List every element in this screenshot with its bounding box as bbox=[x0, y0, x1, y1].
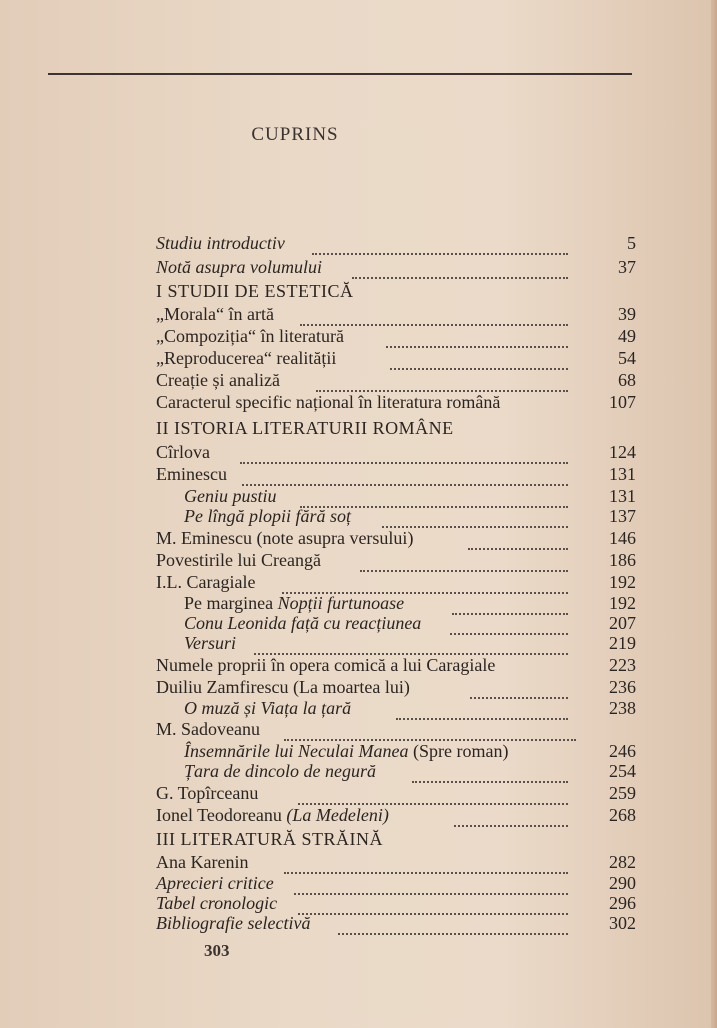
toc-entry-page: 107 bbox=[609, 392, 636, 412]
toc-entry-label-prefix: Pe marginea bbox=[184, 593, 278, 613]
toc-entry-label: Tabel cronologic bbox=[156, 893, 278, 913]
dot-leader bbox=[468, 530, 568, 550]
toc-entry-label: Caracterul specific național în literatura română bbox=[156, 392, 501, 412]
dot-leader bbox=[396, 700, 568, 720]
toc-entry-label: Duiliu Zamfirescu (La moartea lui) bbox=[156, 677, 410, 697]
toc-entry bbox=[0, 760, 640, 782]
toc-entry-label: Numele proprii în opera comică a lui Caragiale bbox=[156, 655, 496, 675]
dot-leader bbox=[454, 807, 568, 827]
toc-entry bbox=[0, 632, 640, 654]
toc-entry bbox=[0, 740, 640, 762]
dot-leader bbox=[338, 915, 568, 935]
toc-entry-page: 246 bbox=[609, 741, 636, 761]
toc-entry bbox=[0, 463, 640, 485]
toc-entry-page: 236 bbox=[609, 677, 636, 697]
toc-entry-page: 259 bbox=[609, 783, 636, 803]
toc-entry-page: 124 bbox=[609, 442, 636, 462]
toc-entry-label-suffix: (Spre roman) bbox=[408, 741, 509, 761]
toc-entry-label: Pe lîngă plopii fără soț bbox=[184, 506, 352, 526]
toc-entry-label-italic: (La Medeleni) bbox=[286, 805, 389, 825]
toc-entry bbox=[0, 718, 640, 740]
toc-entry bbox=[0, 697, 640, 719]
section-heading: II ISTORIA LITERATURII ROMÂNE bbox=[156, 418, 454, 438]
toc-entry bbox=[0, 804, 640, 826]
toc-entry-label: Geniu pustiu bbox=[184, 486, 277, 506]
dot-leader bbox=[284, 854, 568, 874]
toc-entry-page: 223 bbox=[609, 655, 636, 675]
toc-entry-label: M. Sadoveanu bbox=[156, 719, 260, 739]
dot-leader bbox=[360, 552, 568, 572]
dot-leader bbox=[386, 328, 568, 348]
page-number: 303 bbox=[204, 941, 230, 960]
dot-leader bbox=[300, 306, 568, 326]
toc-entry-page: 37 bbox=[618, 257, 636, 277]
toc-entry-label: Creație și analiză bbox=[156, 370, 280, 390]
toc-entry bbox=[0, 612, 640, 634]
toc-entry bbox=[0, 391, 640, 413]
toc-entry-page: 192 bbox=[609, 593, 636, 613]
toc-entry-label-italic: Însemnările lui Neculai Manea bbox=[184, 741, 409, 761]
dot-leader bbox=[312, 235, 568, 255]
toc-entry-page: 186 bbox=[609, 550, 636, 570]
toc-entry-label: Bibliografie selectivă bbox=[156, 913, 311, 933]
toc-entry bbox=[0, 912, 640, 934]
dot-leader bbox=[316, 372, 568, 392]
dot-leader bbox=[284, 721, 576, 741]
toc-entry bbox=[0, 303, 640, 325]
toc-entry bbox=[0, 676, 640, 698]
toc-entry-page: 5 bbox=[627, 233, 636, 253]
toc-entry-page: 238 bbox=[609, 698, 636, 718]
toc-entry bbox=[0, 782, 640, 804]
toc-entry-page: 131 bbox=[609, 486, 636, 506]
toc-entry-label: Țara de dincolo de negură bbox=[184, 761, 376, 781]
toc-entry-page: 131 bbox=[609, 464, 636, 484]
dot-leader bbox=[298, 785, 568, 805]
dot-leader bbox=[412, 763, 568, 783]
dot-leader bbox=[254, 635, 568, 655]
dot-leader bbox=[240, 444, 568, 464]
toc-entry bbox=[0, 256, 640, 278]
toc-entry-page: 54 bbox=[618, 348, 636, 368]
toc-entry-label bbox=[184, 740, 508, 762]
toc-entry-label: Aprecieri critice bbox=[156, 873, 274, 893]
toc-entry-label: I.L. Caragiale bbox=[156, 572, 256, 592]
toc-entry bbox=[0, 571, 640, 593]
dot-leader bbox=[390, 350, 568, 370]
toc-entry bbox=[0, 485, 640, 507]
toc-entry-label: O muză și Viața la țară bbox=[184, 698, 352, 718]
toc-entry-label bbox=[156, 804, 389, 826]
toc-entry-page: 268 bbox=[609, 805, 636, 825]
dot-leader bbox=[470, 679, 568, 699]
toc-entry-label bbox=[184, 592, 404, 614]
toc-entry-page: 192 bbox=[609, 572, 636, 592]
toc-entry-page: 146 bbox=[609, 528, 636, 548]
toc-entry-label: Cîrlova bbox=[156, 442, 210, 462]
toc-entry bbox=[0, 441, 640, 463]
toc-entry bbox=[0, 347, 640, 369]
toc-entry bbox=[0, 654, 640, 676]
toc-entry-label-italic: Nopții furtunoase bbox=[277, 593, 405, 613]
toc-entry-page: 296 bbox=[609, 893, 636, 913]
toc-entry-label: „Morala“ în artă bbox=[156, 304, 274, 324]
toc-entry-page: 290 bbox=[609, 873, 636, 893]
dot-leader bbox=[352, 259, 568, 279]
page-title: CUPRINS bbox=[251, 124, 339, 145]
toc-entry-page: 39 bbox=[618, 304, 636, 324]
toc-entry-label: Eminescu bbox=[156, 464, 227, 484]
toc-entry bbox=[0, 851, 640, 873]
toc-entry bbox=[0, 325, 640, 347]
toc-entry-page: 207 bbox=[609, 613, 636, 633]
toc-entry-page: 49 bbox=[618, 326, 636, 346]
toc-entry bbox=[0, 549, 640, 571]
toc-entry-label: Ana Karenin bbox=[156, 852, 249, 872]
toc-entry bbox=[0, 892, 640, 914]
toc-entry-label: „Compoziția“ în literatură bbox=[156, 326, 344, 346]
toc-entry-label: G. Topîrceanu bbox=[156, 783, 259, 803]
toc-entry bbox=[0, 872, 640, 894]
dot-leader bbox=[382, 508, 568, 528]
toc-entry-label-prefix: Ionel Teodoreanu bbox=[156, 805, 287, 825]
toc-entry bbox=[0, 527, 640, 549]
toc-entry bbox=[0, 592, 640, 614]
toc-entry bbox=[0, 369, 640, 391]
toc-entry-label: Conu Leonida față cu reacțiunea bbox=[184, 613, 422, 633]
dot-leader bbox=[282, 574, 568, 594]
toc-entry-page: 302 bbox=[609, 913, 636, 933]
dot-leader bbox=[242, 466, 568, 486]
section-heading: III LITERATURĂ STRĂINĂ bbox=[156, 829, 383, 849]
toc-entry-page: 254 bbox=[609, 761, 636, 781]
toc-entry-label: Notă asupra volumului bbox=[156, 257, 323, 277]
toc-entry-page: 282 bbox=[609, 852, 636, 872]
toc-entry-label: Studiu introductiv bbox=[156, 233, 285, 253]
toc-entry-page: 68 bbox=[618, 370, 636, 390]
toc-entry bbox=[0, 232, 640, 254]
toc-entry-page: 137 bbox=[609, 506, 636, 526]
toc-entry-page: 219 bbox=[609, 633, 636, 653]
toc-entry-label: Versuri bbox=[184, 633, 237, 653]
toc-entry-label: „Reproducerea“ realității bbox=[156, 348, 337, 368]
toc-entry-label: Povestirile lui Creangă bbox=[156, 550, 321, 570]
page-edge bbox=[711, 0, 717, 1028]
toc-entry bbox=[0, 505, 640, 527]
section-heading: I STUDII DE ESTETICĂ bbox=[156, 281, 354, 301]
toc-entry-label: M. Eminescu (note asupra versului) bbox=[156, 528, 414, 548]
top-rule bbox=[48, 73, 632, 75]
